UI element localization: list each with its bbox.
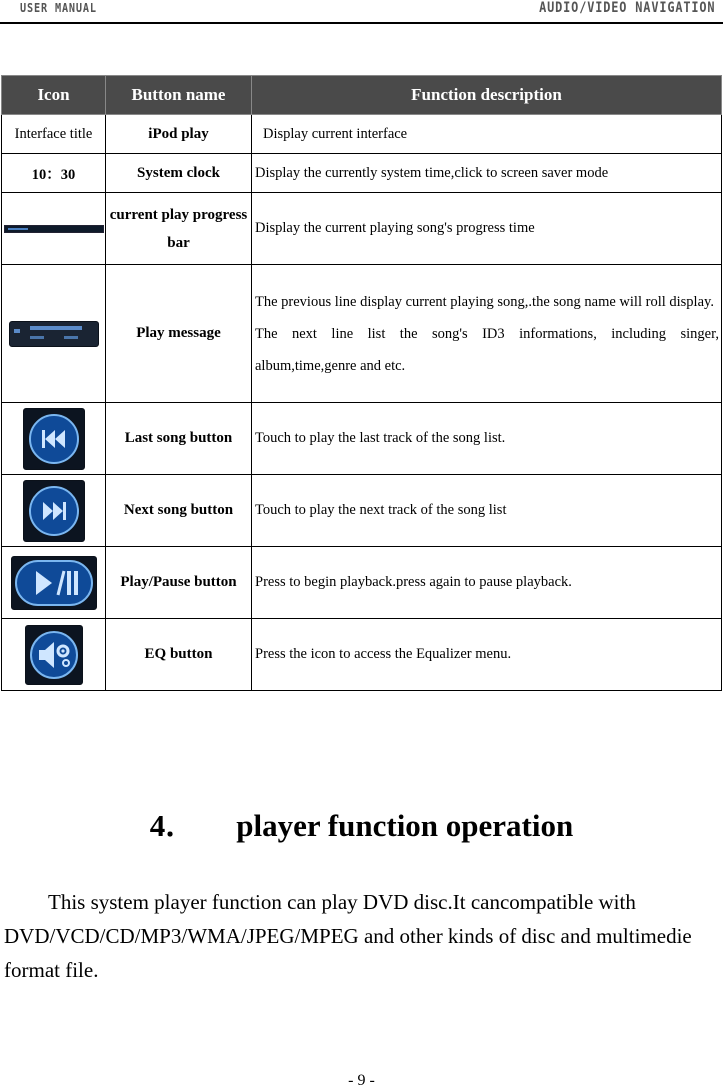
next-track-icon — [23, 480, 85, 542]
paragraph-text: This system player function can play DVD disc.It cancompatible with DVD/VCD/CD/MP3/WMA/JPEG/MPEG and other kinds of disc and multimedie format file. — [4, 890, 692, 982]
section-title: player function operation — [236, 808, 574, 843]
progress-bar-icon — [4, 225, 104, 233]
column-header-icon: Icon — [2, 76, 106, 115]
button-name: iPod play — [106, 115, 252, 154]
table-row — [2, 403, 722, 475]
function-description: Touch to play the next track of the song list — [252, 475, 722, 547]
table-row — [2, 193, 722, 265]
table-row — [2, 154, 722, 193]
page-number: - 9 - — [348, 1072, 375, 1089]
table-row — [2, 475, 722, 547]
description-line-1: The previous line display current playing song,.the song name will roll display. — [255, 293, 714, 310]
function-description — [252, 115, 722, 154]
icon-cell — [2, 265, 106, 403]
play-message-icon — [9, 321, 99, 347]
column-header-button-name: Button name — [106, 76, 252, 115]
button-name: Play/Pause button — [106, 547, 252, 619]
column-header-function-description: Function description — [252, 76, 722, 115]
icon-cell — [2, 475, 106, 547]
equalizer-icon — [25, 625, 83, 685]
icon-cell — [2, 403, 106, 475]
function-description: Display the current playing song's progress time — [252, 193, 722, 265]
section-heading — [0, 800, 723, 845]
description-text: Display current interface — [263, 125, 408, 142]
button-name: current play progress bar — [106, 193, 252, 265]
table-row — [2, 265, 722, 403]
function-description: Touch to play the last track of the song list. — [252, 403, 722, 475]
icon-cell — [2, 193, 106, 265]
function-description: Press the icon to access the Equalizer menu. — [252, 619, 722, 691]
table-row — [2, 619, 722, 691]
button-name: Play message — [106, 265, 252, 403]
function-description — [252, 265, 722, 403]
section-number: 4． — [149, 808, 197, 843]
table-row — [2, 547, 722, 619]
button-name: EQ button — [106, 619, 252, 691]
function-table — [1, 75, 722, 691]
description-line-2: The next line list the song's ID3 informations, including singer, album,time,genre and etc. — [255, 325, 719, 374]
table-row — [2, 115, 722, 154]
header-left-title: USER MANUAL — [20, 1, 97, 15]
function-description: Press to begin playback.press again to pause playback. — [252, 547, 722, 619]
button-name: Last song button — [106, 403, 252, 475]
section-paragraph — [4, 885, 720, 987]
page-header — [0, 0, 723, 24]
play-pause-icon — [11, 556, 97, 610]
button-name: Next song button — [106, 475, 252, 547]
table-header-row — [2, 76, 722, 115]
icon-cell-text: Interface title — [2, 115, 106, 154]
icon-cell — [2, 547, 106, 619]
icon-cell-text: 10：30 — [2, 154, 106, 193]
icon-cell — [2, 619, 106, 691]
previous-track-icon — [23, 408, 85, 470]
function-description: Display the currently system time,click to screen saver mode — [252, 154, 722, 193]
header-right-title: AUDIO/VIDEO NAVIGATION — [538, 0, 715, 16]
button-name: System clock — [106, 154, 252, 193]
